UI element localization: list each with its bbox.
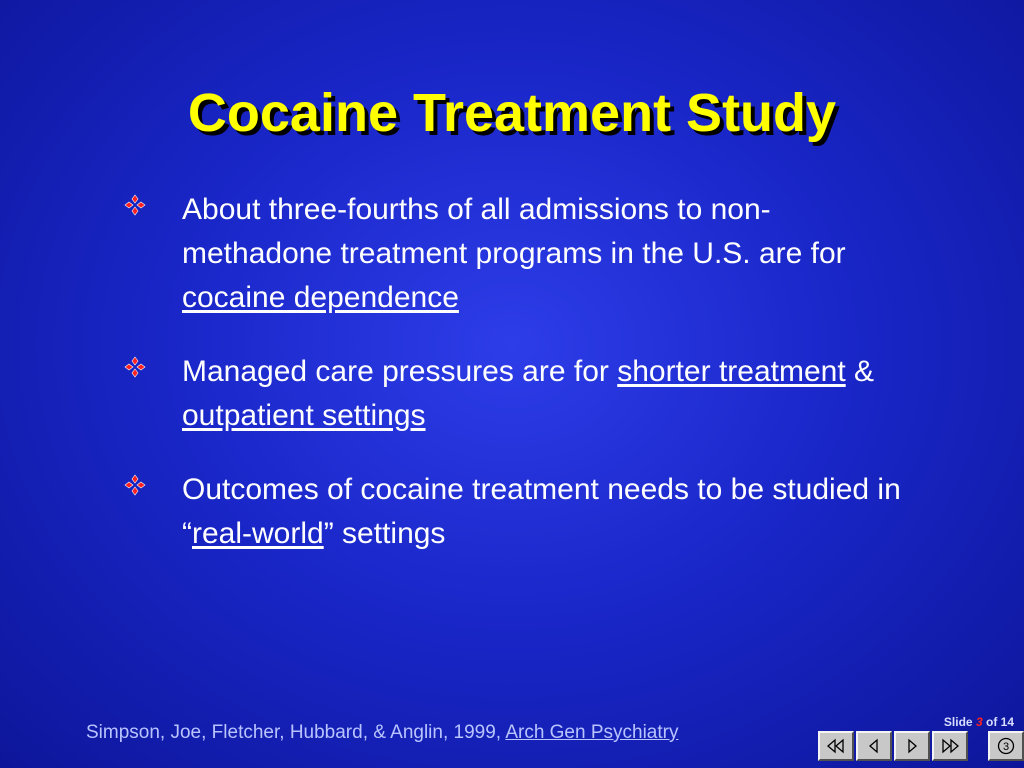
last-slide-icon — [940, 738, 960, 754]
slide-number-button[interactable] — [988, 731, 1024, 761]
svg-text:3: 3 — [1002, 741, 1010, 753]
bullet-item — [120, 468, 920, 556]
next-slide-button[interactable] — [894, 731, 930, 761]
last-slide-button[interactable] — [932, 731, 968, 761]
slide-title: Cocaine Treatment Study — [187, 83, 837, 143]
bullet-item — [120, 350, 920, 438]
slide-counter: Slide 3 of 14 — [943, 715, 1014, 729]
bullet-list — [120, 188, 920, 586]
bullet-text: About three-fourths of all admissions to non-methadone treatment programs in the U.S. are for cocaine dependence — [182, 193, 846, 314]
slide-number-icon — [996, 736, 1016, 756]
four-diamond-icon — [120, 352, 150, 382]
slide-navigation — [818, 731, 1024, 761]
underlined-term: outpatient settings — [182, 399, 426, 432]
previous-slide-icon — [864, 738, 884, 754]
four-diamond-icon — [120, 190, 150, 220]
bullet-item — [120, 188, 920, 320]
previous-slide-button[interactable] — [856, 731, 892, 761]
four-diamond-icon — [120, 470, 150, 500]
underlined-term: shorter treatment — [617, 355, 846, 388]
journal-name: Arch Gen Psychiatry — [505, 722, 679, 743]
underlined-term: cocaine dependence — [182, 281, 459, 314]
first-slide-icon — [826, 738, 846, 754]
next-slide-icon — [902, 738, 922, 754]
citation-footer: Simpson, Joe, Fletcher, Hubbard, & Anglin, 1999, Arch Gen Psychiatry — [86, 722, 679, 743]
bullet-text: Outcomes of cocaine treatment needs to be studied in “real-world” settings — [182, 473, 901, 550]
first-slide-button[interactable] — [818, 731, 854, 761]
underlined-term: real-world — [192, 517, 324, 550]
bullet-text: Managed care pressures are for shorter treatment & outpatient settings — [182, 355, 875, 432]
current-slide-number: 3 — [975, 715, 983, 729]
